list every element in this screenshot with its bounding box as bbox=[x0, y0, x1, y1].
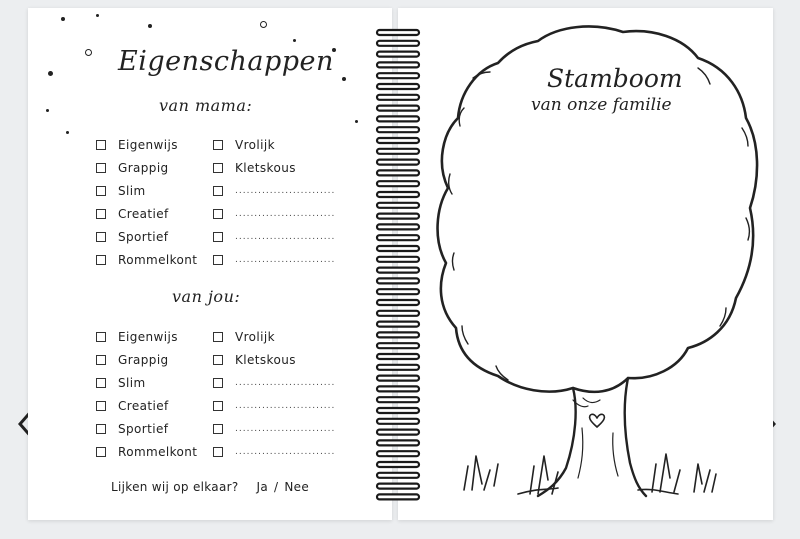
spiral-binding bbox=[373, 24, 423, 504]
answer-separator: / bbox=[274, 480, 279, 494]
section-subtitle-jou: van jou: bbox=[172, 287, 241, 306]
checkbox[interactable] bbox=[213, 355, 223, 365]
spiral-ring bbox=[377, 311, 419, 316]
resemblance-question bbox=[111, 480, 327, 494]
grass-far-right bbox=[694, 464, 716, 492]
checkbox-label: Slim bbox=[118, 375, 146, 390]
checkbox-item[interactable] bbox=[96, 440, 197, 463]
checkbox[interactable] bbox=[213, 378, 223, 388]
spiral-ring bbox=[377, 127, 419, 132]
checkbox[interactable] bbox=[96, 378, 106, 388]
decor-dot bbox=[66, 131, 69, 134]
checkbox-item[interactable] bbox=[213, 225, 335, 248]
spiral-ring bbox=[377, 106, 419, 111]
spiral-ring bbox=[377, 484, 419, 489]
spiral-ring bbox=[377, 149, 419, 154]
spiral-ring bbox=[377, 397, 419, 402]
spiral-ring bbox=[377, 30, 419, 35]
heart-icon bbox=[590, 414, 605, 427]
checkbox-label: Kletskous bbox=[235, 352, 296, 367]
checkbox[interactable] bbox=[96, 186, 106, 196]
checkbox-item[interactable] bbox=[213, 371, 335, 394]
tree-trunk bbox=[538, 378, 646, 496]
spiral-ring bbox=[377, 354, 419, 359]
spiral-ring bbox=[377, 62, 419, 67]
checkbox[interactable] bbox=[96, 447, 106, 457]
checkbox-item[interactable] bbox=[213, 133, 335, 156]
checkbox[interactable] bbox=[213, 255, 223, 265]
checkbox[interactable] bbox=[213, 209, 223, 219]
spiral-ring bbox=[377, 41, 419, 46]
spiral-ring bbox=[377, 181, 419, 186]
checkbox-item[interactable] bbox=[213, 394, 335, 417]
checkbox-label: Eigenwijs bbox=[118, 329, 178, 344]
checkbox[interactable] bbox=[213, 163, 223, 173]
spiral-ring bbox=[377, 268, 419, 273]
checkbox[interactable] bbox=[213, 140, 223, 150]
checkbox-item[interactable] bbox=[213, 325, 335, 348]
spiral-ring bbox=[377, 224, 419, 229]
checkbox[interactable] bbox=[213, 332, 223, 342]
decor-dot bbox=[148, 24, 152, 28]
checkbox-label: Vrolijk bbox=[235, 329, 275, 344]
checkbox[interactable] bbox=[96, 255, 106, 265]
spiral-ring bbox=[377, 95, 419, 100]
checkbox-item[interactable] bbox=[96, 156, 197, 179]
checkbox-label: Slim bbox=[118, 183, 146, 198]
checkbox-label: Creatief bbox=[118, 398, 169, 413]
section-subtitle-mama: van mama: bbox=[159, 96, 253, 115]
checkbox-item[interactable] bbox=[213, 348, 335, 371]
checkbox[interactable] bbox=[213, 424, 223, 434]
checkbox[interactable] bbox=[96, 332, 106, 342]
write-in-line: .......................... bbox=[235, 254, 336, 265]
question-text: Lijken wij op elkaar? bbox=[111, 480, 239, 494]
checkbox-label: Rommelkont bbox=[118, 252, 198, 267]
checkbox-label: Kletskous bbox=[235, 160, 296, 175]
spiral-ring bbox=[377, 408, 419, 413]
checkbox-item[interactable] bbox=[96, 248, 197, 271]
spiral-ring bbox=[377, 170, 419, 175]
decor-dot bbox=[46, 109, 49, 112]
checklist-jou-col2 bbox=[213, 325, 335, 463]
checkbox-label: Grappig bbox=[118, 160, 169, 175]
spiral-ring bbox=[377, 278, 419, 283]
spiral-ring bbox=[377, 494, 419, 499]
spiral-ring bbox=[377, 322, 419, 327]
answer-no[interactable]: Nee bbox=[284, 480, 310, 494]
checkbox-item[interactable] bbox=[96, 225, 197, 248]
spiral-ring bbox=[377, 84, 419, 89]
spiral-ring bbox=[377, 73, 419, 78]
checkbox-label: Grappig bbox=[118, 352, 169, 367]
spiral-ring bbox=[377, 246, 419, 251]
write-in-line: .......................... bbox=[235, 231, 336, 242]
spiral-ring bbox=[377, 365, 419, 370]
checkbox-item[interactable] bbox=[213, 202, 335, 225]
decor-dot bbox=[293, 39, 296, 42]
spiral-ring bbox=[377, 451, 419, 456]
decor-dot bbox=[342, 77, 346, 81]
checkbox-label: Eigenwijs bbox=[118, 137, 178, 152]
checkbox[interactable] bbox=[96, 424, 106, 434]
write-in-line: .......................... bbox=[235, 446, 336, 457]
tree-subtitle: van onze familie bbox=[531, 95, 672, 115]
checkbox[interactable] bbox=[96, 209, 106, 219]
checkbox-label: Sportief bbox=[118, 421, 169, 436]
spiral-ring bbox=[377, 257, 419, 262]
checkbox-item[interactable] bbox=[96, 348, 197, 371]
spiral-ring bbox=[377, 419, 419, 424]
checkbox-item[interactable] bbox=[96, 417, 197, 440]
left-page bbox=[28, 8, 392, 520]
write-in-line: .......................... bbox=[235, 400, 336, 411]
write-in-line: .......................... bbox=[235, 208, 336, 219]
write-in-line: .......................... bbox=[235, 185, 336, 196]
checkbox-item[interactable] bbox=[213, 179, 335, 202]
spiral-ring bbox=[377, 473, 419, 478]
grass-left bbox=[464, 456, 498, 490]
answer-yes[interactable]: Ja bbox=[256, 480, 269, 494]
spiral-ring bbox=[377, 300, 419, 305]
checkbox[interactable] bbox=[96, 355, 106, 365]
checkbox[interactable] bbox=[213, 401, 223, 411]
grass-right bbox=[652, 454, 680, 492]
spiral-ring bbox=[377, 386, 419, 391]
checkbox[interactable] bbox=[96, 163, 106, 173]
checkbox-item[interactable] bbox=[96, 325, 197, 348]
decor-ring bbox=[260, 21, 267, 28]
grass-middle bbox=[530, 456, 558, 494]
spiral-ring bbox=[377, 289, 419, 294]
checkbox-item[interactable] bbox=[96, 179, 197, 202]
checkbox[interactable] bbox=[213, 186, 223, 196]
checkbox-label: Creatief bbox=[118, 206, 169, 221]
spiral-ring bbox=[377, 376, 419, 381]
spiral-ring bbox=[377, 116, 419, 121]
checkbox-item[interactable] bbox=[213, 156, 335, 179]
checkbox[interactable] bbox=[96, 232, 106, 242]
checkbox-item[interactable] bbox=[96, 371, 197, 394]
decor-dot bbox=[96, 14, 99, 17]
spiral-ring bbox=[377, 430, 419, 435]
decor-dot bbox=[61, 17, 65, 21]
tree-title: Stamboom bbox=[547, 64, 683, 93]
checkbox[interactable] bbox=[213, 232, 223, 242]
checkbox[interactable] bbox=[96, 140, 106, 150]
decor-ring bbox=[85, 49, 92, 56]
checkbox-label: Sportief bbox=[118, 229, 169, 244]
spiral-ring bbox=[377, 343, 419, 348]
spiral-ring bbox=[377, 462, 419, 467]
checkbox-item[interactable] bbox=[96, 202, 197, 225]
page-title: Eigenschappen bbox=[118, 46, 334, 77]
checkbox-item[interactable] bbox=[96, 394, 197, 417]
checkbox-item[interactable] bbox=[213, 417, 335, 440]
checkbox-label: Vrolijk bbox=[235, 137, 275, 152]
spiral-ring bbox=[377, 160, 419, 165]
checklist-jou-col1 bbox=[96, 325, 197, 463]
write-in-line: .......................... bbox=[235, 377, 336, 388]
spiral-ring bbox=[377, 332, 419, 337]
spiral-ring bbox=[377, 235, 419, 240]
checkbox[interactable] bbox=[96, 401, 106, 411]
spiral-ring bbox=[377, 52, 419, 57]
decor-dot bbox=[48, 71, 53, 76]
checkbox-label: Rommelkont bbox=[118, 444, 198, 459]
write-in-line: .......................... bbox=[235, 423, 336, 434]
spiral-ring bbox=[377, 138, 419, 143]
checkbox-item[interactable] bbox=[213, 248, 335, 271]
spiral-ring bbox=[377, 203, 419, 208]
checklist-mama-col1 bbox=[96, 133, 197, 271]
spiral-ring bbox=[377, 440, 419, 445]
spiral-ring bbox=[377, 192, 419, 197]
checklist-mama-col2 bbox=[213, 133, 335, 271]
checkbox-item[interactable] bbox=[213, 440, 335, 463]
spiral-ring bbox=[377, 214, 419, 219]
checkbox-item[interactable] bbox=[96, 133, 197, 156]
decor-dot bbox=[355, 120, 358, 123]
checkbox[interactable] bbox=[213, 447, 223, 457]
